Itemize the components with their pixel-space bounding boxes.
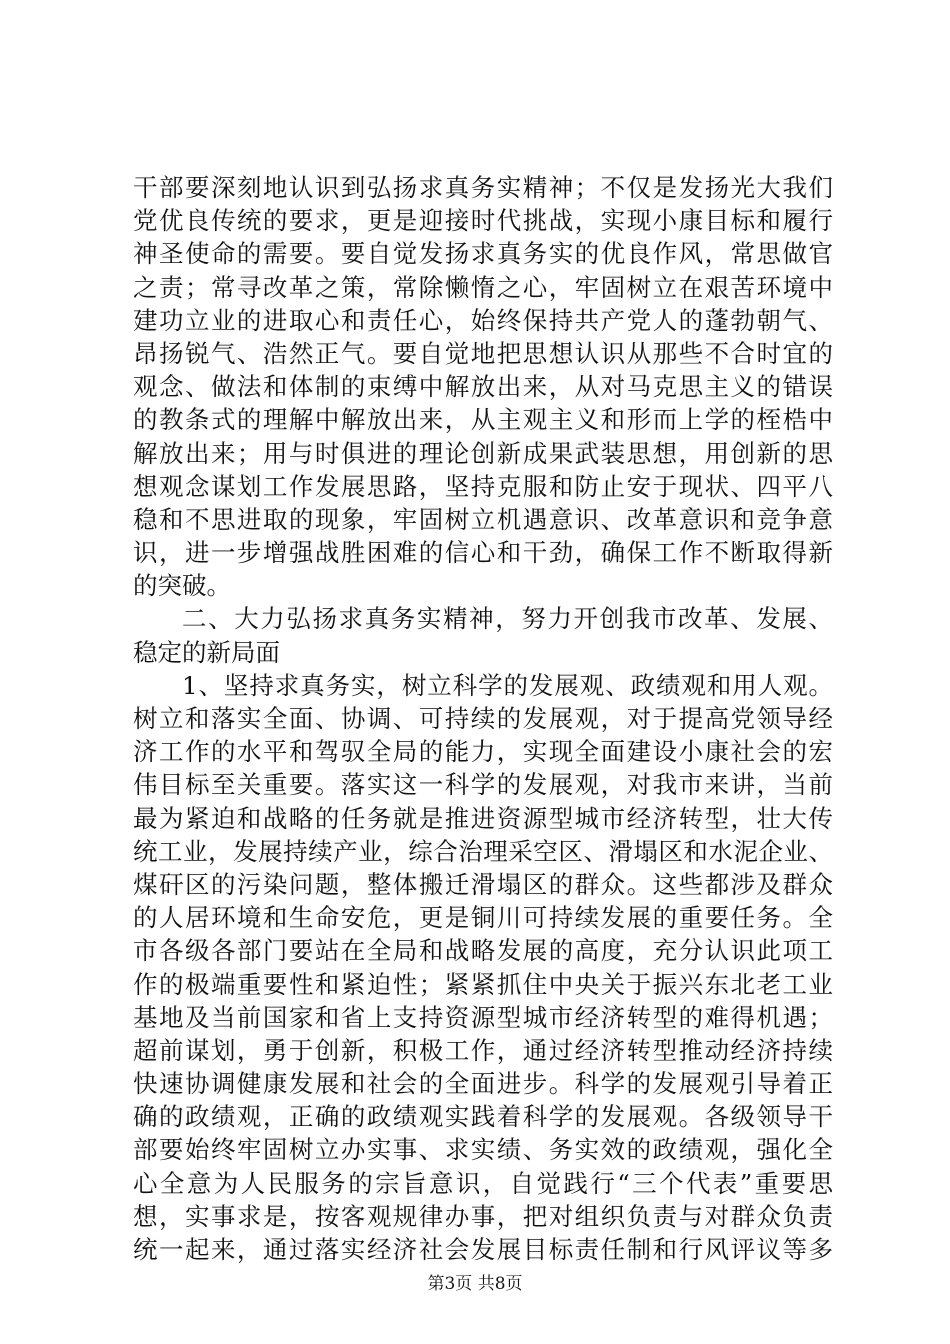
page-footer xyxy=(0,1273,950,1295)
text-line: 想，实事求是，按客观规律办事，把对组织负责与对群众负责 xyxy=(133,1201,833,1231)
text-line: 超前谋划，勇于创新，积极工作，通过经济转型推动经济持续 xyxy=(133,1035,833,1065)
text-line: 基地及当前国家和省上支持资源型城市经济转型的难得机遇； xyxy=(133,1002,833,1032)
text-line: 济工作的水平和驾驭全局的能力，实现全面建设小康社会的宏 xyxy=(133,737,833,767)
text-line: 观念、做法和体制的束缚中解放出来，从对马克思主义的错误 xyxy=(133,372,833,402)
text-line: 煤矸区的污染问题，整体搬迁滑塌区的群众。这些都涉及群众 xyxy=(133,869,833,899)
text-line: 神圣使命的需要。要自觉发扬求真务实的优良作风，常思做官 xyxy=(133,239,833,269)
subsection-heading-line: 1、坚持求真务实，树立科学的发展观、政绩观和用人观。 xyxy=(182,670,833,700)
text-line: 伟目标至关重要。落实这一科学的发展观，对我市来讲，当前 xyxy=(133,770,833,800)
text-line: 快速协调健康发展和社会的全面进步。科学的发展观引导着正 xyxy=(133,1069,833,1099)
text-line: 的教条式的理解中解放出来，从主观主义和形而上学的桎梏中 xyxy=(133,405,833,435)
text-line: 统一起来，通过落实经济社会发展目标责任制和行风评议等多 xyxy=(133,1235,833,1264)
text-line: 心全意为人民服务的宗旨意识，自觉践行“三个代表”重要思 xyxy=(133,1168,833,1198)
text-line: 识，进一步增强战胜困难的信心和干劲，确保工作不断取得新 xyxy=(133,538,833,568)
text-line: 的人居环境和生命安危，更是铜川可持续发展的重要任务。全 xyxy=(133,903,833,933)
text-line: 想观念谋划工作发展思路，坚持克服和防止安于现状、四平八 xyxy=(133,471,833,501)
text-line: 统工业，发展持续产业，综合治理采空区、滑塌区和水泥企业、 xyxy=(133,836,833,866)
text-line: 稳和不思进取的现象，牢固树立机遇意识、改革意识和竞争意 xyxy=(133,504,833,534)
text-line: 的突破。 xyxy=(133,571,231,601)
text-line: 干部要深刻地认识到弘扬求真务实精神；不仅是发扬光大我们 xyxy=(133,173,833,202)
body-text xyxy=(133,171,833,1266)
text-line: 部要始终牢固树立办实事、求实绩、务实效的政绩观，强化全 xyxy=(133,1135,833,1165)
text-line: 最为紧迫和战略的任务就是推进资源型城市经济转型，壮大传 xyxy=(133,803,833,833)
text-line: 作的极端重要性和紧迫性；紧紧抓住中央关于振兴东北老工业 xyxy=(133,969,833,999)
text-line: 之责；常寻改革之策，常除懒惰之心，牢固树立在艰苦环境中 xyxy=(133,272,833,302)
text-line: 解放出来；用与时俱进的理论创新成果武装思想，用创新的思 xyxy=(133,438,833,468)
text-line: 昂扬锐气、浩然正气。要自觉地把思想认识从那些不合时宜的 xyxy=(133,338,833,368)
page-number: 第3页 共8页 xyxy=(427,1274,523,1294)
section-heading-line: 稳定的新局面 xyxy=(133,637,280,667)
text-line: 市各级各部门要站在全局和战略发展的高度，充分认识此项工 xyxy=(133,936,833,966)
text-line: 确的政绩观，正确的政绩观实践着科学的发展观。各级领导干 xyxy=(133,1102,833,1132)
section-heading-line: 二、大力弘扬求真务实精神，努力开创我市改革、发展、 xyxy=(182,604,833,634)
text-line: 树立和落实全面、协调、可持续的发展观，对于提高党领导经 xyxy=(133,704,833,733)
text-line: 党优良传统的要求，更是迎接时代挑战，实现小康目标和履行 xyxy=(133,206,833,236)
text-line: 建功立业的进取心和责任心，始终保持共产党人的蓬勃朝气、 xyxy=(133,305,833,335)
